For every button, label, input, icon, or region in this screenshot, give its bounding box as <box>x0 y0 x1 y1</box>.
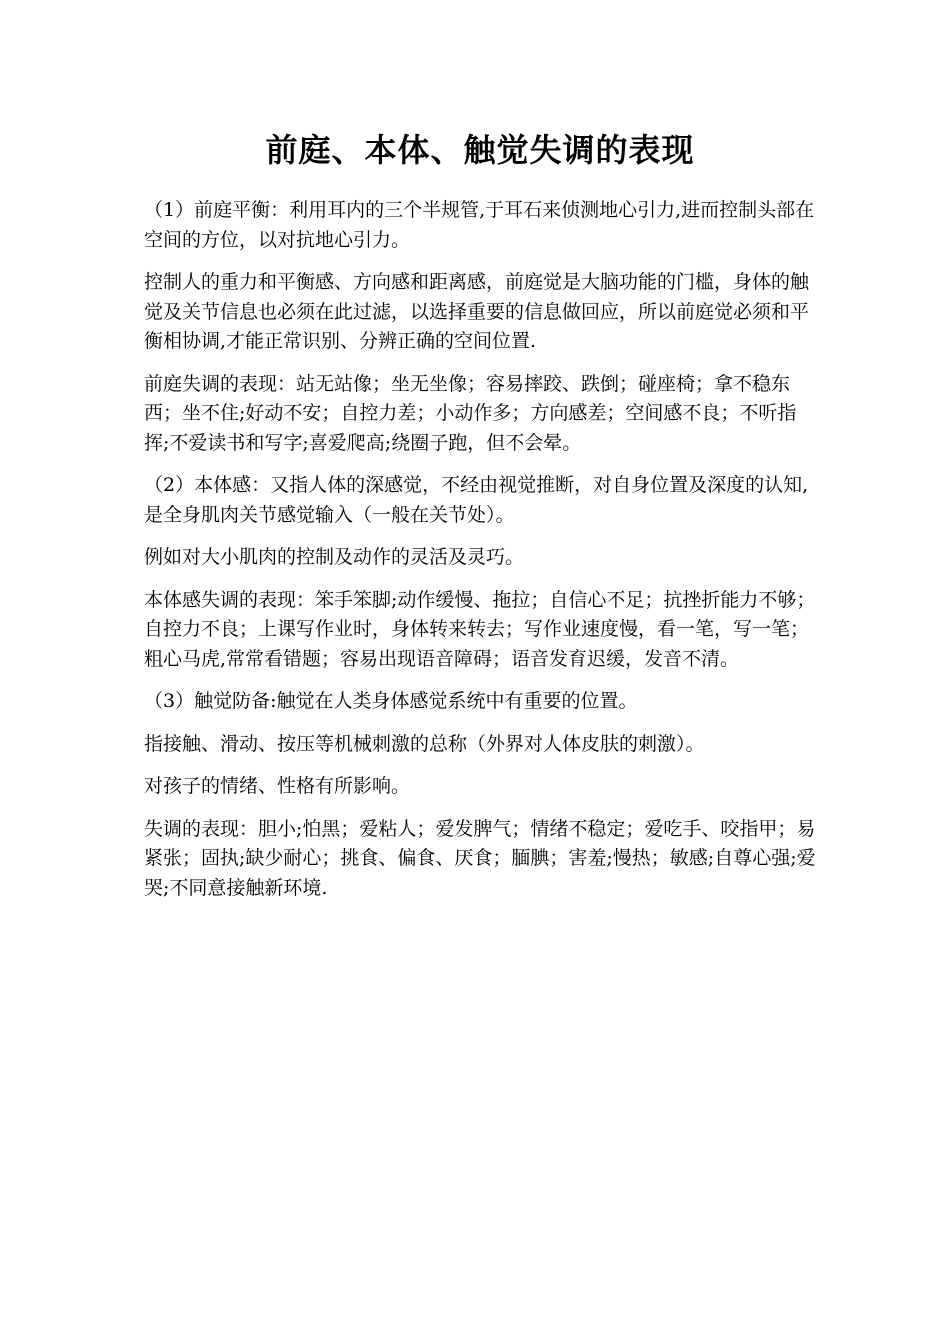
document-body <box>144 126 816 916</box>
paragraph-proprioception-example: 例如对大小肌肉的控制及动作的灵活及灵巧。 <box>144 546 525 568</box>
paragraph-tactile-definition: （3）触觉防备:触觉在人类身体感觉系统中有重要的位置。 <box>144 690 638 712</box>
document-title: 前庭、本体、触觉失调的表现 <box>265 131 695 169</box>
paragraph-vestibular-definition: （1）前庭平衡：利用耳内的三个半规管,于耳石来侦测地心引力,进而控制头部在空间的方位，以对抗地心引力。 <box>144 199 815 251</box>
paragraph-proprioception-symptoms: 本体感失调的表现：笨手笨脚;动作缓慢、拖拉；自信心不足；抗挫折能力不够；自控力不良；上课写作业时，身体转来转去；写作业速度慢，看一笔，写一笔；粗心马虎,常常看错题；容易出现语音障碍；语音发育迟缓，发音不清。 <box>144 588 816 670</box>
paragraph-tactile-stimulus: 指接触、滑动、按压等机械刺激的总称（外界对人体皮肤的刺激）。 <box>144 732 705 755</box>
paragraph-vestibular-function: 控制人的重力和平衡感、方向感和距离感，前庭觉是大脑功能的门槛，身体的触觉及关节信息也必须在此过滤，以选择重要的信息做回应，所以前庭觉必须和平衡相协调,才能正常识别、分辨正确的空间位置. <box>144 271 810 352</box>
paragraph-tactile-influence: 对孩子的情绪、性格有所影响。 <box>144 775 411 797</box>
paragraph-vestibular-symptoms: 前庭失调的表现：站无站像；坐无坐像；容易摔跤、跌倒；碰座椅；拿不稳东西；坐不住;好动不安；自控力差；小动作多；方向感差；空间感不良；不听指挥;不爱读书和写字;喜爱爬高;绕圈子跑，但不会晕。 <box>144 372 797 454</box>
paragraph-tactile-symptoms: 失调的表现：胆小;怕黑；爱粘人；爱发脾气；情绪不稳定；爱吃手、咬指甲；易紧张；固执;缺少耐心；挑食、偏食、厌食；腼腆；害羞;慢热；敏感;自尊心强;爱哭;不同意接触新环境. <box>144 817 816 899</box>
paragraph-proprioception-definition: （2）本体感：又指人体的深感觉，不经由视觉推断，对自身位置及深度的认知,是全身肌肉关节感觉输入（一般在关节处）。 <box>144 474 809 526</box>
